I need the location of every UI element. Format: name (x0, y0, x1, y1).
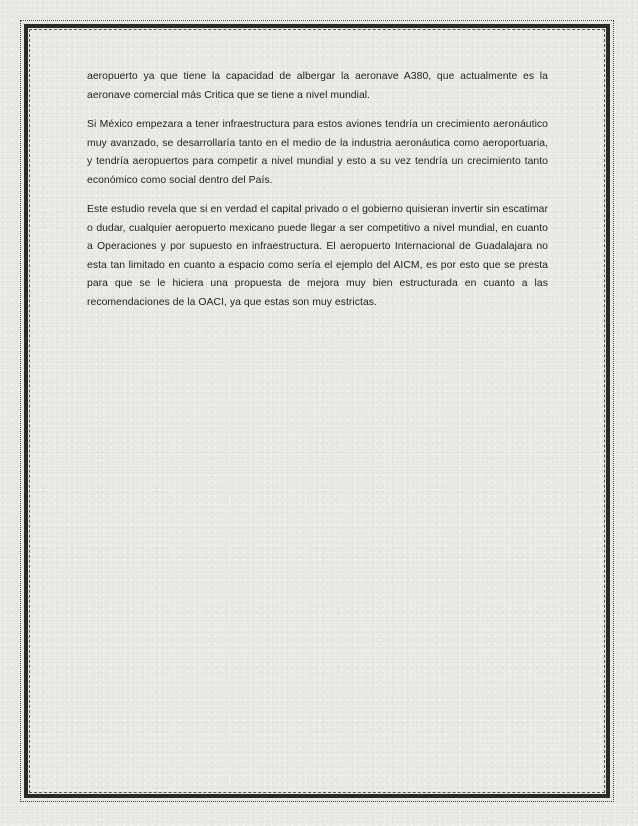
paragraph-1: aeropuerto ya que tiene la capacidad de albergar la aeronave A380, que actualmente es la aeronave comercial más Critica que se tiene a nivel mundial. (87, 71, 548, 101)
paragraph-3: Este estudio revela que si en verdad el capital privado o el gobierno quisieran invertir sin escatimar o dudar, cualquier aeropuerto mexicano puede llegar a ser competitivo a nivel mundial, en cuanto a Operaciones y por supuesto en infraestructura. El aeropuerto Internacional de Guadalajara no esta tan limitado en cuanto a espacio como sería el ejemplo del AICM, es por esto que se presta para que se le hiciera una propuesta de mejora muy bien estructurada en cuanto a las recomendaciones de la OACI, ya que estas son muy estrictas. (87, 204, 548, 308)
paragraph-2: Si México empezara a tener infraestructura para estos aviones tendría un crecimiento aeronáutico muy avanzado, se desarrollaría tanto en el medio de la industria aeronáutica como aeroportuaria, y tendría aeropuertos para competir a nivel mundial y esto a su vez tendría un crecimiento tanto económico como social dentro del País. (87, 119, 548, 186)
document-body (87, 68, 548, 323)
